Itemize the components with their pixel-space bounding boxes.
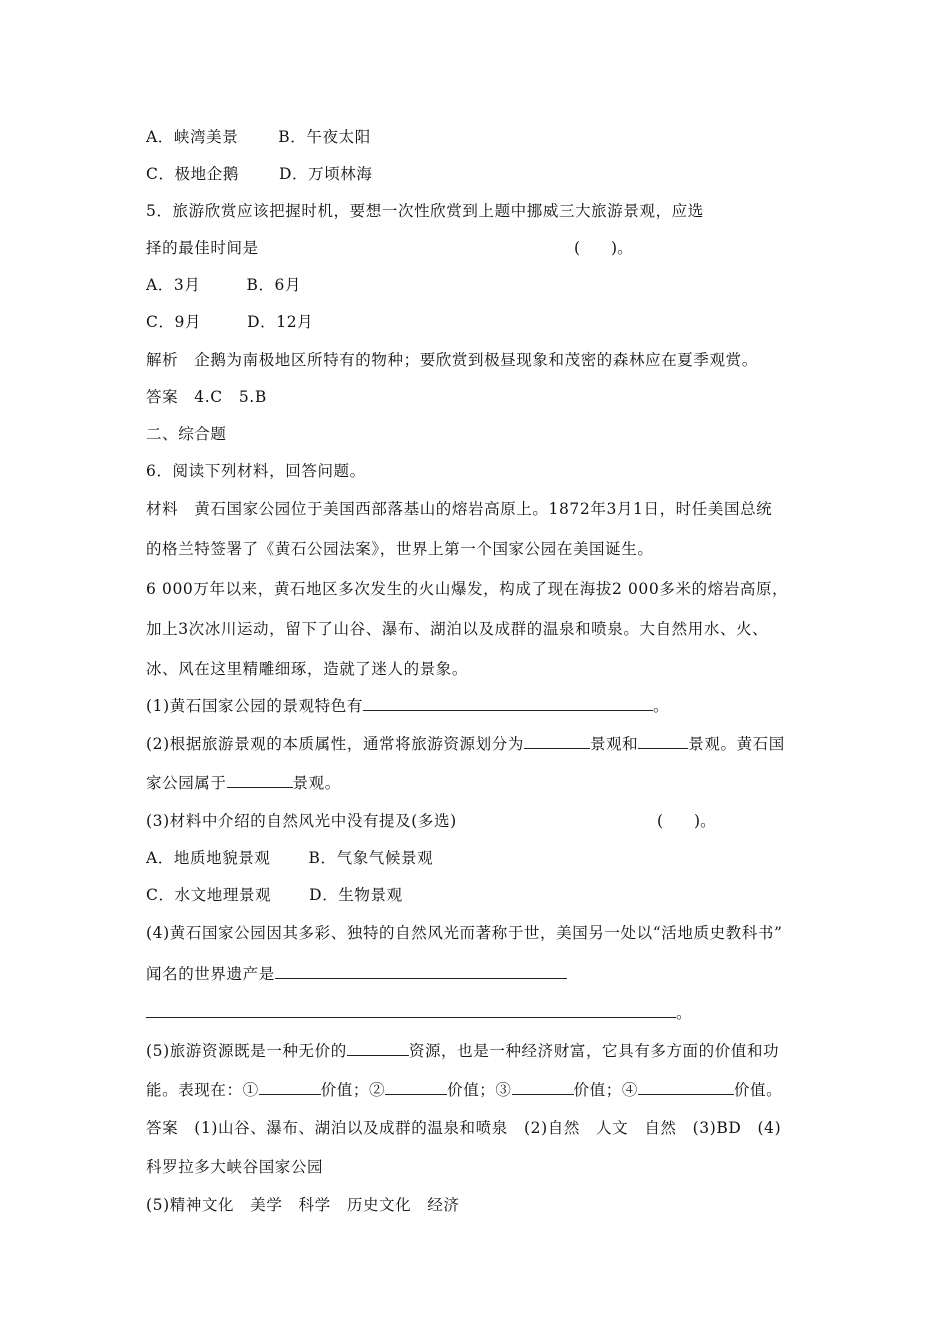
q6-sub1-suffix: 。 xyxy=(652,697,670,715)
q6-sub5-blank-3[interactable] xyxy=(385,1080,447,1095)
q6-material-2: 的格兰特签署了《黄石公园法案》，世界上第一个国家公园在美国诞生。 xyxy=(146,540,654,558)
q4-options-row-2 xyxy=(146,164,373,184)
q4-option-c: C．极地企鹅 xyxy=(146,165,239,183)
q5-options-row-1 xyxy=(146,275,301,295)
answer-q6-line1: 答案 (1)山谷、瀑布、湖泊以及成群的温泉和喷泉 (2)自然 人文 自然 (3)BD (4) xyxy=(146,1119,782,1137)
q6-sub3-option-a: A．地质地貌景观 xyxy=(146,849,271,867)
q6-sub3-options-row-2 xyxy=(146,885,403,905)
q6-sub4-text-b: 闻名的世界遗产是 xyxy=(146,965,275,983)
q6-sub3-options-row-1 xyxy=(146,848,433,868)
answer-q4-q5: 答案 4.C 5.B xyxy=(146,388,267,406)
analysis-text: 解析 企鹅为南极地区所特有的物种；要欣赏到极昼现象和茂密的森林应在夏季观赏。 xyxy=(146,351,758,369)
q6-material-5: 冰、风在这里精雕细琢，造就了迷人的景象。 xyxy=(146,660,469,678)
q4-options-row-1 xyxy=(146,127,371,147)
q6-stem: 6．阅读下列材料，回答问题。 xyxy=(146,462,366,480)
q6-material-4: 加上3次冰川运动，留下了山谷、瀑布、湖泊以及成群的温泉和喷泉。大自然用水、火、 xyxy=(146,620,769,638)
q6-sub4-end: 。 xyxy=(676,1004,693,1022)
q5-option-a: A．3月 xyxy=(146,276,201,294)
q6-sub1-blank[interactable] xyxy=(363,696,653,711)
q6-sub2-blank-2[interactable] xyxy=(638,734,688,749)
q6-sub4-blank-1[interactable] xyxy=(275,964,567,979)
q6-sub2-line2 xyxy=(146,773,341,793)
q6-sub2-text-d: 家公园属于 xyxy=(146,774,227,792)
q6-sub4-line2 xyxy=(146,964,567,984)
q6-sub2-line1 xyxy=(146,734,785,754)
q6-sub5-blank-4[interactable] xyxy=(512,1080,574,1095)
q6-sub1 xyxy=(146,696,669,716)
q6-sub1-prefix: (1)黄石国家公园的景观特色有 xyxy=(146,697,363,715)
q6-sub5-text-g: 价值。 xyxy=(733,1081,783,1099)
q6-material-3: 6 000万年以来，黄石地区多次发生的火山爆发，构成了现在海拔2 000多米的熔岩高原， xyxy=(146,580,789,598)
q5-option-c: C．9月 xyxy=(146,313,202,331)
q6-sub5-text-e: 价值；③ xyxy=(447,1081,512,1099)
q6-sub3-stem: (3)材料中介绍的自然风光中没有提及(多选) xyxy=(146,812,457,830)
q5-options-row-2 xyxy=(146,312,313,332)
q6-sub2-text-b: 景观和 xyxy=(589,735,639,753)
q6-sub5-blank-1[interactable] xyxy=(347,1041,409,1056)
q6-sub5-line1 xyxy=(146,1041,779,1061)
q6-sub4-line3 xyxy=(146,1003,692,1023)
answer-q6-line3: (5)精神文化 美学 科学 历史文化 经济 xyxy=(146,1196,460,1214)
q6-sub2-blank-3[interactable] xyxy=(227,773,293,788)
q5-option-d: D．12月 xyxy=(247,313,314,331)
q6-sub3-option-b: B．气象气候景观 xyxy=(308,849,434,867)
q4-option-d: D．万顷林海 xyxy=(278,165,373,183)
section-title: 二、综合题 xyxy=(146,425,227,443)
q6-sub2-text-e: 景观。 xyxy=(292,774,341,792)
q5-stem-1: 5．旅游欣赏应该把握时机，要想一次性欣赏到上题中挪威三大旅游景观，应选 xyxy=(146,202,704,220)
q6-sub3-paren: ( )。 xyxy=(657,812,716,830)
q6-sub4-line1: (4)黄石国家公园因其多彩、独特的自然风光而著称于世，美国另一处以“活地质史教科书” xyxy=(146,924,783,942)
q6-sub5-text-b: 资源，也是一种经济财富，它具有多方面的价值和功 xyxy=(408,1042,780,1060)
q6-sub5-text-c: 能。表现在：① xyxy=(146,1081,259,1099)
q6-sub3-option-d: D．生物景观 xyxy=(309,886,403,904)
q6-sub5-text-f: 价值；④ xyxy=(573,1081,638,1099)
q6-sub3-option-c: C．水文地理景观 xyxy=(146,886,272,904)
q6-sub5-text-a: (5)旅游资源既是一种无价的 xyxy=(146,1042,347,1060)
q6-sub2-text-c: 景观。黄石国 xyxy=(688,735,785,753)
q5-option-b: B．6月 xyxy=(246,276,302,294)
q6-sub5-line2 xyxy=(146,1080,782,1100)
q6-sub2-blank-1[interactable] xyxy=(524,734,590,749)
q6-sub5-blank-5[interactable] xyxy=(638,1080,734,1095)
q4-option-b: B．午夜太阳 xyxy=(278,128,371,146)
q6-sub4-blank-2[interactable] xyxy=(146,1003,676,1018)
q6-sub2-text-a: (2)根据旅游景观的本质属性，通常将旅游资源划分为 xyxy=(146,735,524,753)
q6-sub5-blank-2[interactable] xyxy=(259,1080,321,1095)
q4-option-a: A．峡湾美景 xyxy=(146,128,239,146)
q6-sub5-text-d: 价值；② xyxy=(320,1081,386,1099)
q5-answer-paren: ( )。 xyxy=(574,239,633,257)
q5-stem-2: 择的最佳时间是 xyxy=(146,239,259,257)
q6-material-1: 材料 黄石国家公园位于美国西部落基山的熔岩高原上。1872年3月1日，时任美国总统 xyxy=(146,500,773,518)
answer-q6-line2: 科罗拉多大峡谷国家公园 xyxy=(146,1158,324,1176)
